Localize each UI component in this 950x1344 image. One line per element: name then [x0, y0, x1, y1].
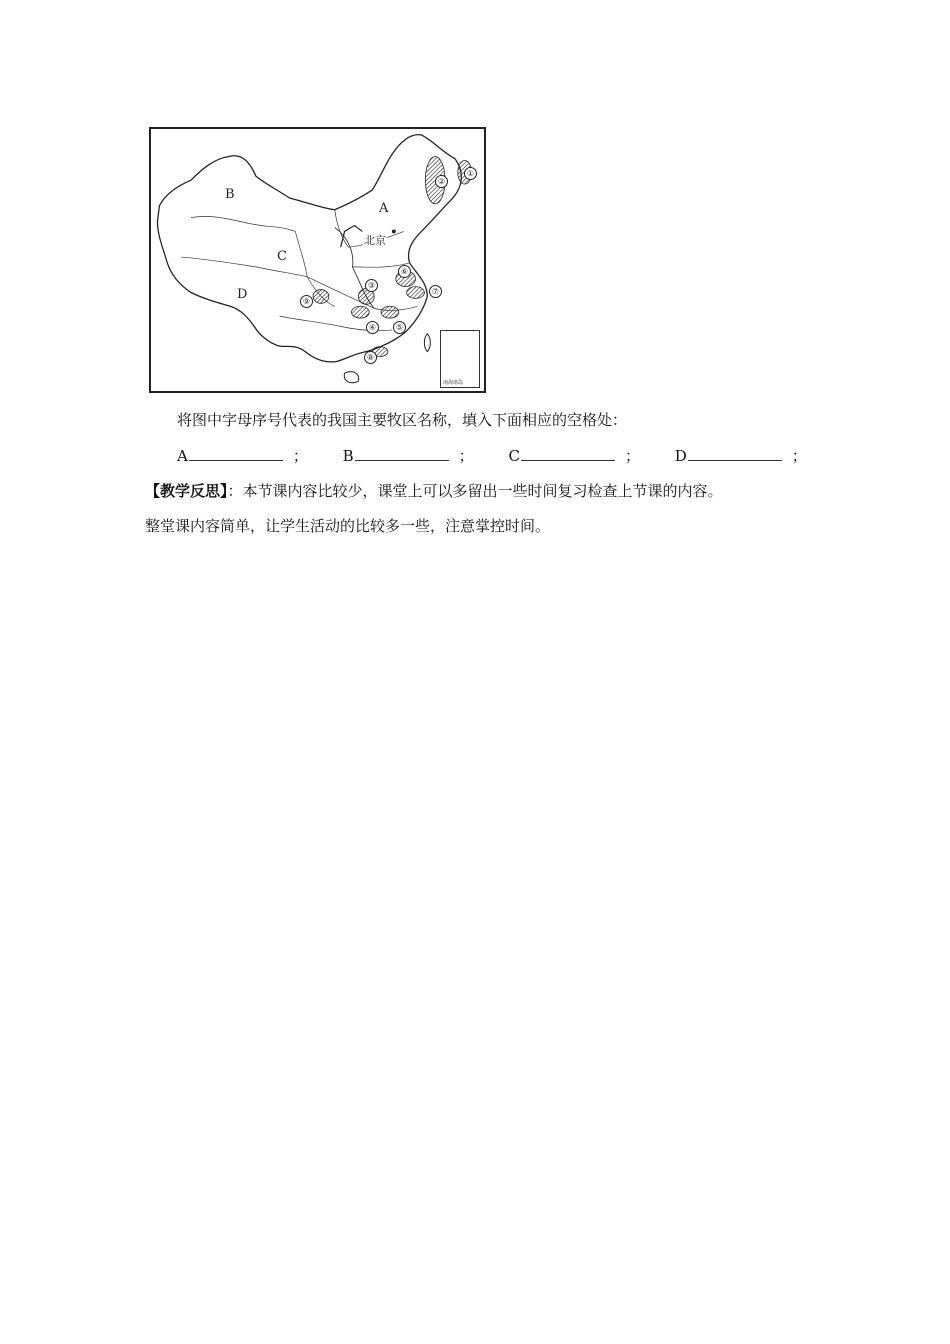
- map-label-a: A: [379, 201, 389, 216]
- region-7: [407, 287, 425, 299]
- blank-sep-c: ；: [624, 447, 640, 465]
- blank-line-c[interactable]: [521, 448, 615, 461]
- instruction-text: 将图中字母序号代表的我国主要牧区名称，填入下面相应的空格处：: [177, 411, 628, 429]
- map-number-5: ⑤: [393, 321, 406, 334]
- blank-line-a[interactable]: [189, 448, 283, 461]
- map-label-b: B: [225, 187, 235, 202]
- china-map: [149, 127, 486, 393]
- map-number-4: ④: [366, 321, 379, 334]
- answer-blanks: [177, 445, 837, 466]
- blank-label-d: D: [674, 447, 687, 465]
- reflection-text-1: ：本节课内容比较少，课堂上可以多留出一些时间复习检查上节课的内容。: [227, 482, 723, 500]
- blank-line-d[interactable]: [688, 448, 782, 461]
- map-city-beijing: 北京: [364, 234, 386, 247]
- reflection-heading: 【教学反思】: [145, 482, 228, 500]
- map-number-8: ⑧: [364, 351, 377, 364]
- beijing-dot: [392, 229, 396, 233]
- map-number-3: ③: [365, 279, 378, 292]
- region-5: [381, 306, 399, 318]
- reflection-line-1: [145, 480, 723, 501]
- blank-label-c: C: [508, 447, 520, 465]
- reflection-line-2: 整堂课内容简单，让学生活动的比较多一些，注意掌控时间。: [145, 517, 551, 535]
- south-china-sea-inset: [440, 330, 480, 388]
- blank-sep-a: ；: [292, 447, 308, 465]
- map-label-d: D: [237, 287, 248, 302]
- map-number-6: ⑥: [398, 265, 411, 278]
- blank-c: [508, 445, 640, 466]
- blank-sep-b: ；: [458, 447, 474, 465]
- region-9: [313, 290, 329, 304]
- inset-label: 南海诸岛: [443, 380, 464, 386]
- blank-label-a: A: [177, 447, 188, 465]
- blank-b: [343, 445, 474, 466]
- map-number-1: ①: [464, 167, 477, 180]
- blank-a: [177, 445, 308, 466]
- map-label-c: C: [277, 249, 287, 264]
- map-outline: [151, 129, 484, 391]
- blank-label-b: B: [342, 447, 354, 465]
- blank-sep-d: ；: [791, 447, 807, 465]
- map-number-7: ⑦: [429, 285, 442, 298]
- region-4: [351, 306, 369, 318]
- map-number-9: ⑨: [300, 295, 313, 308]
- china-border: [157, 135, 461, 362]
- blank-line-b[interactable]: [355, 448, 449, 461]
- blank-d: [675, 445, 807, 466]
- map-number-2: ②: [435, 175, 448, 188]
